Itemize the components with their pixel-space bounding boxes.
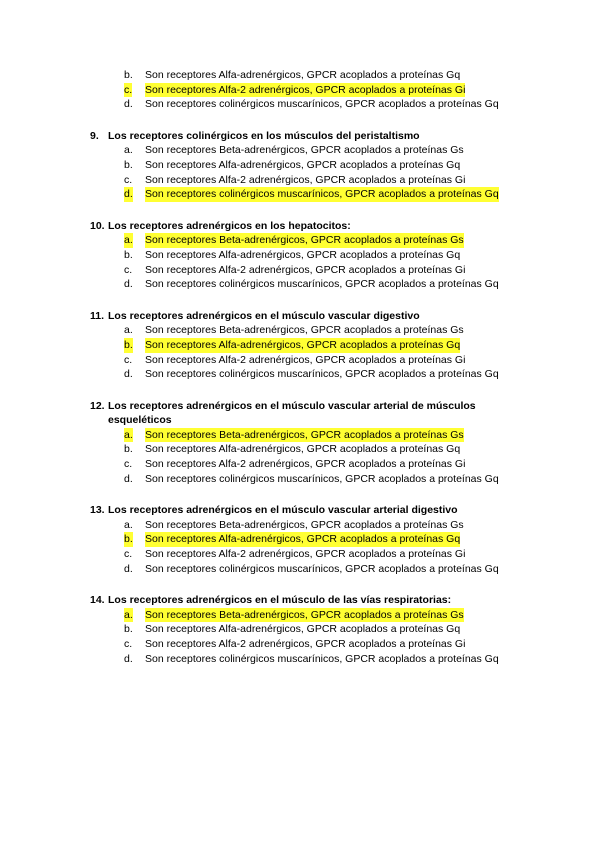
option-text: Son receptores Alfa-2 adrenérgicos, GPCR acoplados a proteínas Gi xyxy=(145,638,466,650)
option-text: Son receptores Beta-adrenérgicos, GPCR acoplados a proteínas Gs xyxy=(145,324,464,337)
option-letter: a. xyxy=(124,428,133,441)
option-letter: b. xyxy=(124,533,133,546)
answer-option xyxy=(0,97,600,112)
question-block xyxy=(0,399,600,487)
option-letter: b. xyxy=(124,623,133,636)
option-text: Son receptores Beta-adrenérgicos, GPCR acoplados a proteínas Gs xyxy=(145,608,464,621)
option-text: Son receptores Alfa-adrenérgicos, GPCR acoplados a proteínas Gq xyxy=(145,248,461,261)
option-text: Son receptores Alfa-adrenérgicos, GPCR acoplados a proteínas Gq xyxy=(145,443,461,456)
question-text: Los receptores adrenérgicos en el músculo vascular arterial digestivo xyxy=(108,504,458,517)
question-number: 13. xyxy=(90,504,105,517)
question-block xyxy=(0,309,600,382)
option-letter: b. xyxy=(124,443,133,456)
option-list xyxy=(0,323,600,381)
option-text: Son receptores Alfa-adrenérgicos, GPCR acoplados a proteínas Gq xyxy=(145,69,461,81)
question-text: Los receptores adrenérgicos en los hepatocitos: xyxy=(108,219,351,232)
answer-option-highlighted xyxy=(0,233,600,248)
option-letter: b. xyxy=(124,158,133,171)
option-text: Son receptores Alfa-adrenérgicos, GPCR acoplados a proteínas Gq xyxy=(145,158,461,171)
answer-option xyxy=(0,158,600,173)
question-title xyxy=(0,593,600,608)
answer-option xyxy=(0,277,600,292)
option-text: Son receptores Alfa-2 adrenérgicos, GPCR acoplados a proteínas Gi xyxy=(145,263,466,276)
question-block xyxy=(0,593,600,666)
option-text: Son receptores Alfa-2 adrenérgicos, GPCR acoplados a proteínas Gi xyxy=(145,173,466,186)
question-number: 9. xyxy=(90,129,99,142)
answer-option xyxy=(0,457,600,472)
option-list xyxy=(0,518,600,576)
question-number: 14. xyxy=(90,594,105,607)
option-list xyxy=(0,143,600,201)
option-letter: d. xyxy=(124,472,133,485)
option-letter: a. xyxy=(124,518,133,531)
question-block xyxy=(0,503,600,576)
answer-option xyxy=(0,353,600,368)
option-text: Son receptores Beta-adrenérgicos, GPCR acoplados a proteínas Gs xyxy=(145,518,464,531)
option-letter: c. xyxy=(124,458,133,471)
option-text: Son receptores Alfa-adrenérgicos, GPCR acoplados a proteínas Gq xyxy=(145,338,461,351)
option-list xyxy=(0,68,600,112)
option-letter: c. xyxy=(124,263,133,276)
option-text: Son receptores colinérgicos muscarínicos, GPCR acoplados a proteínas Gq xyxy=(145,278,499,291)
answer-option xyxy=(0,68,600,83)
option-list xyxy=(0,428,600,486)
answer-option xyxy=(0,547,600,562)
question-title xyxy=(0,503,600,518)
answer-option xyxy=(0,472,600,487)
option-text: Son receptores Alfa-adrenérgicos, GPCR acoplados a proteínas Gq xyxy=(145,623,461,636)
option-letter: b. xyxy=(124,338,133,351)
option-letter: b. xyxy=(124,69,133,81)
question-list xyxy=(0,129,600,666)
option-text: Son receptores colinérgicos muscarínicos, GPCR acoplados a proteínas Gq xyxy=(145,652,499,665)
question-text: Los receptores colinérgicos en los músculos del peristaltismo xyxy=(108,129,420,142)
question-title xyxy=(0,129,600,144)
document-content xyxy=(0,68,600,683)
question-number: 10. xyxy=(90,219,105,232)
question-title xyxy=(0,309,600,324)
answer-option-highlighted xyxy=(0,532,600,547)
answer-option xyxy=(0,637,600,652)
answer-option xyxy=(0,562,600,577)
answer-option-highlighted xyxy=(0,608,600,623)
option-letter: c. xyxy=(124,173,133,186)
option-text: Son receptores colinérgicos muscarínicos, GPCR acoplados a proteínas Gq xyxy=(145,188,499,201)
option-letter: d. xyxy=(124,562,133,575)
option-text: Son receptores Beta-adrenérgicos, GPCR acoplados a proteínas Gs xyxy=(145,234,464,247)
option-text: Son receptores colinérgicos muscarínicos, GPCR acoplados a proteínas Gq xyxy=(145,98,499,111)
option-text: Son receptores Alfa-2 adrenérgicos, GPCR acoplados a proteínas Gi xyxy=(145,548,466,561)
answer-option-highlighted xyxy=(0,428,600,443)
answer-option xyxy=(0,143,600,158)
option-letter: a. xyxy=(124,234,133,247)
answer-option xyxy=(0,367,600,382)
answer-option-highlighted xyxy=(0,83,600,98)
option-letter: d. xyxy=(124,368,133,381)
answer-option xyxy=(0,518,600,533)
option-text: Son receptores Beta-adrenérgicos, GPCR acoplados a proteínas Gs xyxy=(145,428,464,441)
option-letter: b. xyxy=(124,248,133,261)
option-letter: d. xyxy=(124,188,133,201)
question-number: 12. xyxy=(90,399,105,412)
question-block xyxy=(0,129,600,202)
option-letter: d. xyxy=(124,652,133,665)
option-letter: c. xyxy=(124,548,133,561)
option-text: Son receptores Alfa-2 adrenérgicos, GPCR acoplados a proteínas Gi xyxy=(145,458,466,471)
answer-option xyxy=(0,248,600,263)
question-text: Los receptores adrenérgicos en el músculo vascular digestivo xyxy=(108,309,420,322)
answer-option-highlighted xyxy=(0,338,600,353)
option-list xyxy=(0,608,600,666)
question-block xyxy=(0,219,600,292)
question-title xyxy=(0,399,600,428)
option-text: Son receptores colinérgicos muscarínicos, GPCR acoplados a proteínas Gq xyxy=(145,472,499,485)
answer-option-highlighted xyxy=(0,187,600,202)
option-letter: d. xyxy=(124,278,133,291)
option-letter: a. xyxy=(124,324,133,337)
answer-option xyxy=(0,323,600,338)
option-list xyxy=(0,233,600,291)
answer-option xyxy=(0,263,600,278)
option-text: Son receptores colinérgicos muscarínicos, GPCR acoplados a proteínas Gq xyxy=(145,562,499,575)
option-text: Son receptores Alfa-2 adrenérgicos, GPCR acoplados a proteínas Gi xyxy=(145,353,466,366)
option-letter: a. xyxy=(124,608,133,621)
option-letter: a. xyxy=(124,144,133,157)
option-text: Son receptores Alfa-2 adrenérgicos, GPCR acoplados a proteínas Gi xyxy=(145,83,466,96)
option-text: Son receptores colinérgicos muscarínicos, GPCR acoplados a proteínas Gq xyxy=(145,368,499,381)
answer-option xyxy=(0,622,600,637)
question-title xyxy=(0,219,600,234)
question-number: 11. xyxy=(90,309,105,322)
option-letter: c. xyxy=(124,353,133,366)
option-letter: c. xyxy=(124,638,133,650)
option-letter: d. xyxy=(124,98,133,111)
question-text: Los receptores adrenérgicos en el músculo de las vías respiratorias: xyxy=(108,594,452,607)
answer-option xyxy=(0,442,600,457)
option-letter: c. xyxy=(124,83,133,96)
question-text: Los receptores adrenérgicos en el músculo vascular arterial de músculos esqueléticos xyxy=(108,399,476,427)
answer-option xyxy=(0,652,600,667)
option-text: Son receptores Alfa-adrenérgicos, GPCR acoplados a proteínas Gq xyxy=(145,533,461,546)
option-text: Son receptores Beta-adrenérgicos, GPCR acoplados a proteínas Gs xyxy=(145,144,464,157)
question-8-continued xyxy=(0,68,600,112)
answer-option xyxy=(0,173,600,188)
